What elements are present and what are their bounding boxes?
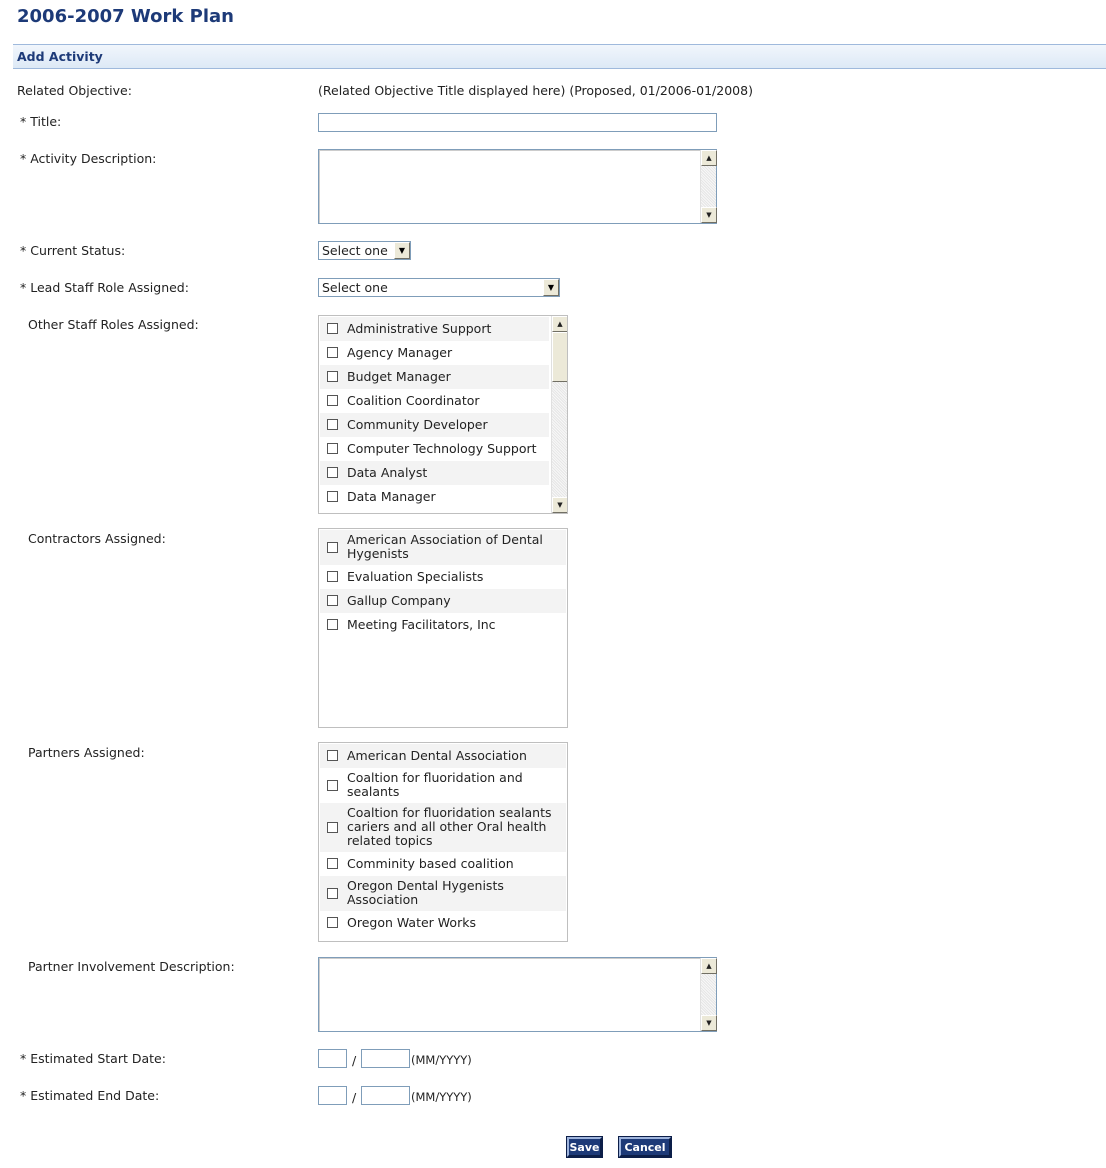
- other-staff-roles-label: Other Staff Roles Assigned:: [28, 317, 199, 332]
- list-item[interactable]: Administrative Support: [320, 317, 549, 341]
- start-date-label: * Estimated Start Date:: [20, 1051, 166, 1066]
- list-item[interactable]: Budget Manager: [320, 365, 549, 389]
- chevron-down-icon[interactable]: ▼: [543, 279, 559, 296]
- checkbox[interactable]: [327, 395, 338, 406]
- activity-description-textarea-container: [318, 149, 717, 224]
- activity-description-label: * Activity Description:: [20, 151, 157, 166]
- list-item[interactable]: Coalition Coordinator: [320, 389, 549, 413]
- start-month-input[interactable]: [318, 1049, 347, 1068]
- list-item[interactable]: Meeting Facilitators, Inc: [320, 613, 566, 637]
- checkbox[interactable]: [327, 323, 338, 334]
- checkbox[interactable]: [327, 595, 338, 606]
- other-staff-roles-list: [318, 315, 568, 514]
- checkbox[interactable]: [327, 619, 338, 630]
- checkbox[interactable]: [327, 443, 338, 454]
- scroll-up-arrow-icon[interactable]: ▲: [552, 316, 568, 332]
- checkbox[interactable]: [327, 888, 338, 899]
- title-label: * Title:: [20, 114, 62, 129]
- checkbox[interactable]: [327, 571, 338, 582]
- partner-involvement-scrollbar[interactable]: [700, 958, 716, 1031]
- checkbox[interactable]: [327, 347, 338, 358]
- list-item[interactable]: Coaltion for fluoridation and sealants: [320, 768, 566, 803]
- lead-staff-role-selected-value: Select one: [322, 280, 388, 295]
- chevron-down-icon[interactable]: ▼: [394, 242, 410, 259]
- list-item[interactable]: Agency Manager: [320, 341, 549, 365]
- partner-involvement-label: Partner Involvement Description:: [28, 959, 235, 974]
- checkbox[interactable]: [327, 467, 338, 478]
- start-year-input[interactable]: [361, 1049, 410, 1068]
- other-staff-roles-scrollbar[interactable]: [551, 316, 567, 513]
- list-item[interactable]: American Association of Dental Hygenists: [320, 530, 566, 565]
- list-item[interactable]: Computer Technology Support: [320, 437, 549, 461]
- activity-description-scrollbar[interactable]: [700, 150, 716, 223]
- checkbox[interactable]: [327, 542, 338, 553]
- checkbox[interactable]: [327, 750, 338, 761]
- page-title: 2006-2007 Work Plan: [17, 6, 234, 27]
- checkbox[interactable]: [327, 491, 338, 502]
- partner-involvement-textarea-container: [318, 957, 717, 1032]
- activity-description-textarea[interactable]: [319, 150, 699, 223]
- list-item[interactable]: Oregon Dental Hygenists Association: [320, 876, 566, 911]
- current-status-label: * Current Status:: [20, 243, 126, 258]
- related-objective-label: Related Objective:: [17, 83, 132, 98]
- end-date-label: * Estimated End Date:: [20, 1088, 160, 1103]
- scroll-down-arrow-icon[interactable]: ▼: [552, 497, 568, 513]
- checkbox[interactable]: [327, 917, 338, 928]
- contractors-label: Contractors Assigned:: [28, 531, 166, 546]
- list-item[interactable]: American Dental Association: [320, 744, 566, 768]
- lead-staff-role-select[interactable]: [318, 278, 560, 297]
- start-date-separator: /: [352, 1053, 357, 1068]
- list-item[interactable]: Evaluation Specialists: [320, 565, 566, 589]
- scroll-down-arrow-icon[interactable]: ▼: [701, 207, 717, 223]
- list-item[interactable]: Community Developer: [320, 413, 549, 437]
- partners-label: Partners Assigned:: [28, 745, 145, 760]
- cancel-button[interactable]: Cancel: [619, 1137, 671, 1157]
- partner-involvement-textarea[interactable]: [319, 958, 699, 1031]
- scroll-up-arrow-icon[interactable]: ▲: [701, 958, 717, 974]
- section-title: Add Activity: [17, 49, 103, 64]
- current-status-selected-value: Select one: [322, 243, 388, 258]
- scroll-down-arrow-icon[interactable]: ▼: [701, 1015, 717, 1031]
- scroll-up-arrow-icon[interactable]: ▲: [701, 150, 717, 166]
- lead-staff-role-label: * Lead Staff Role Assigned:: [20, 280, 189, 295]
- related-objective-value: (Related Objective Title displayed here) (Proposed, 01/2006-01/2008): [318, 83, 753, 98]
- checkbox[interactable]: [327, 419, 338, 430]
- end-date-format-hint: (MM/YYYY): [411, 1090, 472, 1104]
- end-month-input[interactable]: [318, 1086, 347, 1105]
- checkbox[interactable]: [327, 858, 338, 869]
- current-status-select[interactable]: [318, 241, 411, 260]
- partners-list: [318, 742, 568, 942]
- checkbox[interactable]: [327, 780, 338, 791]
- list-item[interactable]: Oregon Water Works: [320, 911, 566, 935]
- checkbox[interactable]: [327, 371, 338, 382]
- save-button[interactable]: Save: [567, 1137, 602, 1157]
- contractors-list: [318, 528, 568, 728]
- list-item[interactable]: Comminity based coalition: [320, 852, 566, 876]
- list-item[interactable]: Data Analyst: [320, 461, 549, 485]
- scrollbar-thumb[interactable]: [552, 332, 568, 382]
- end-date-separator: /: [352, 1090, 357, 1105]
- checkbox[interactable]: [327, 822, 338, 833]
- list-item[interactable]: Data Manager: [320, 485, 549, 509]
- title-input[interactable]: [318, 113, 717, 132]
- list-item[interactable]: Gallup Company: [320, 589, 566, 613]
- start-date-format-hint: (MM/YYYY): [411, 1053, 472, 1067]
- section-header: [13, 44, 1106, 69]
- end-year-input[interactable]: [361, 1086, 410, 1105]
- list-item[interactable]: Coaltion for fluoridation sealants cariers and all other Oral health related topics: [320, 803, 566, 852]
